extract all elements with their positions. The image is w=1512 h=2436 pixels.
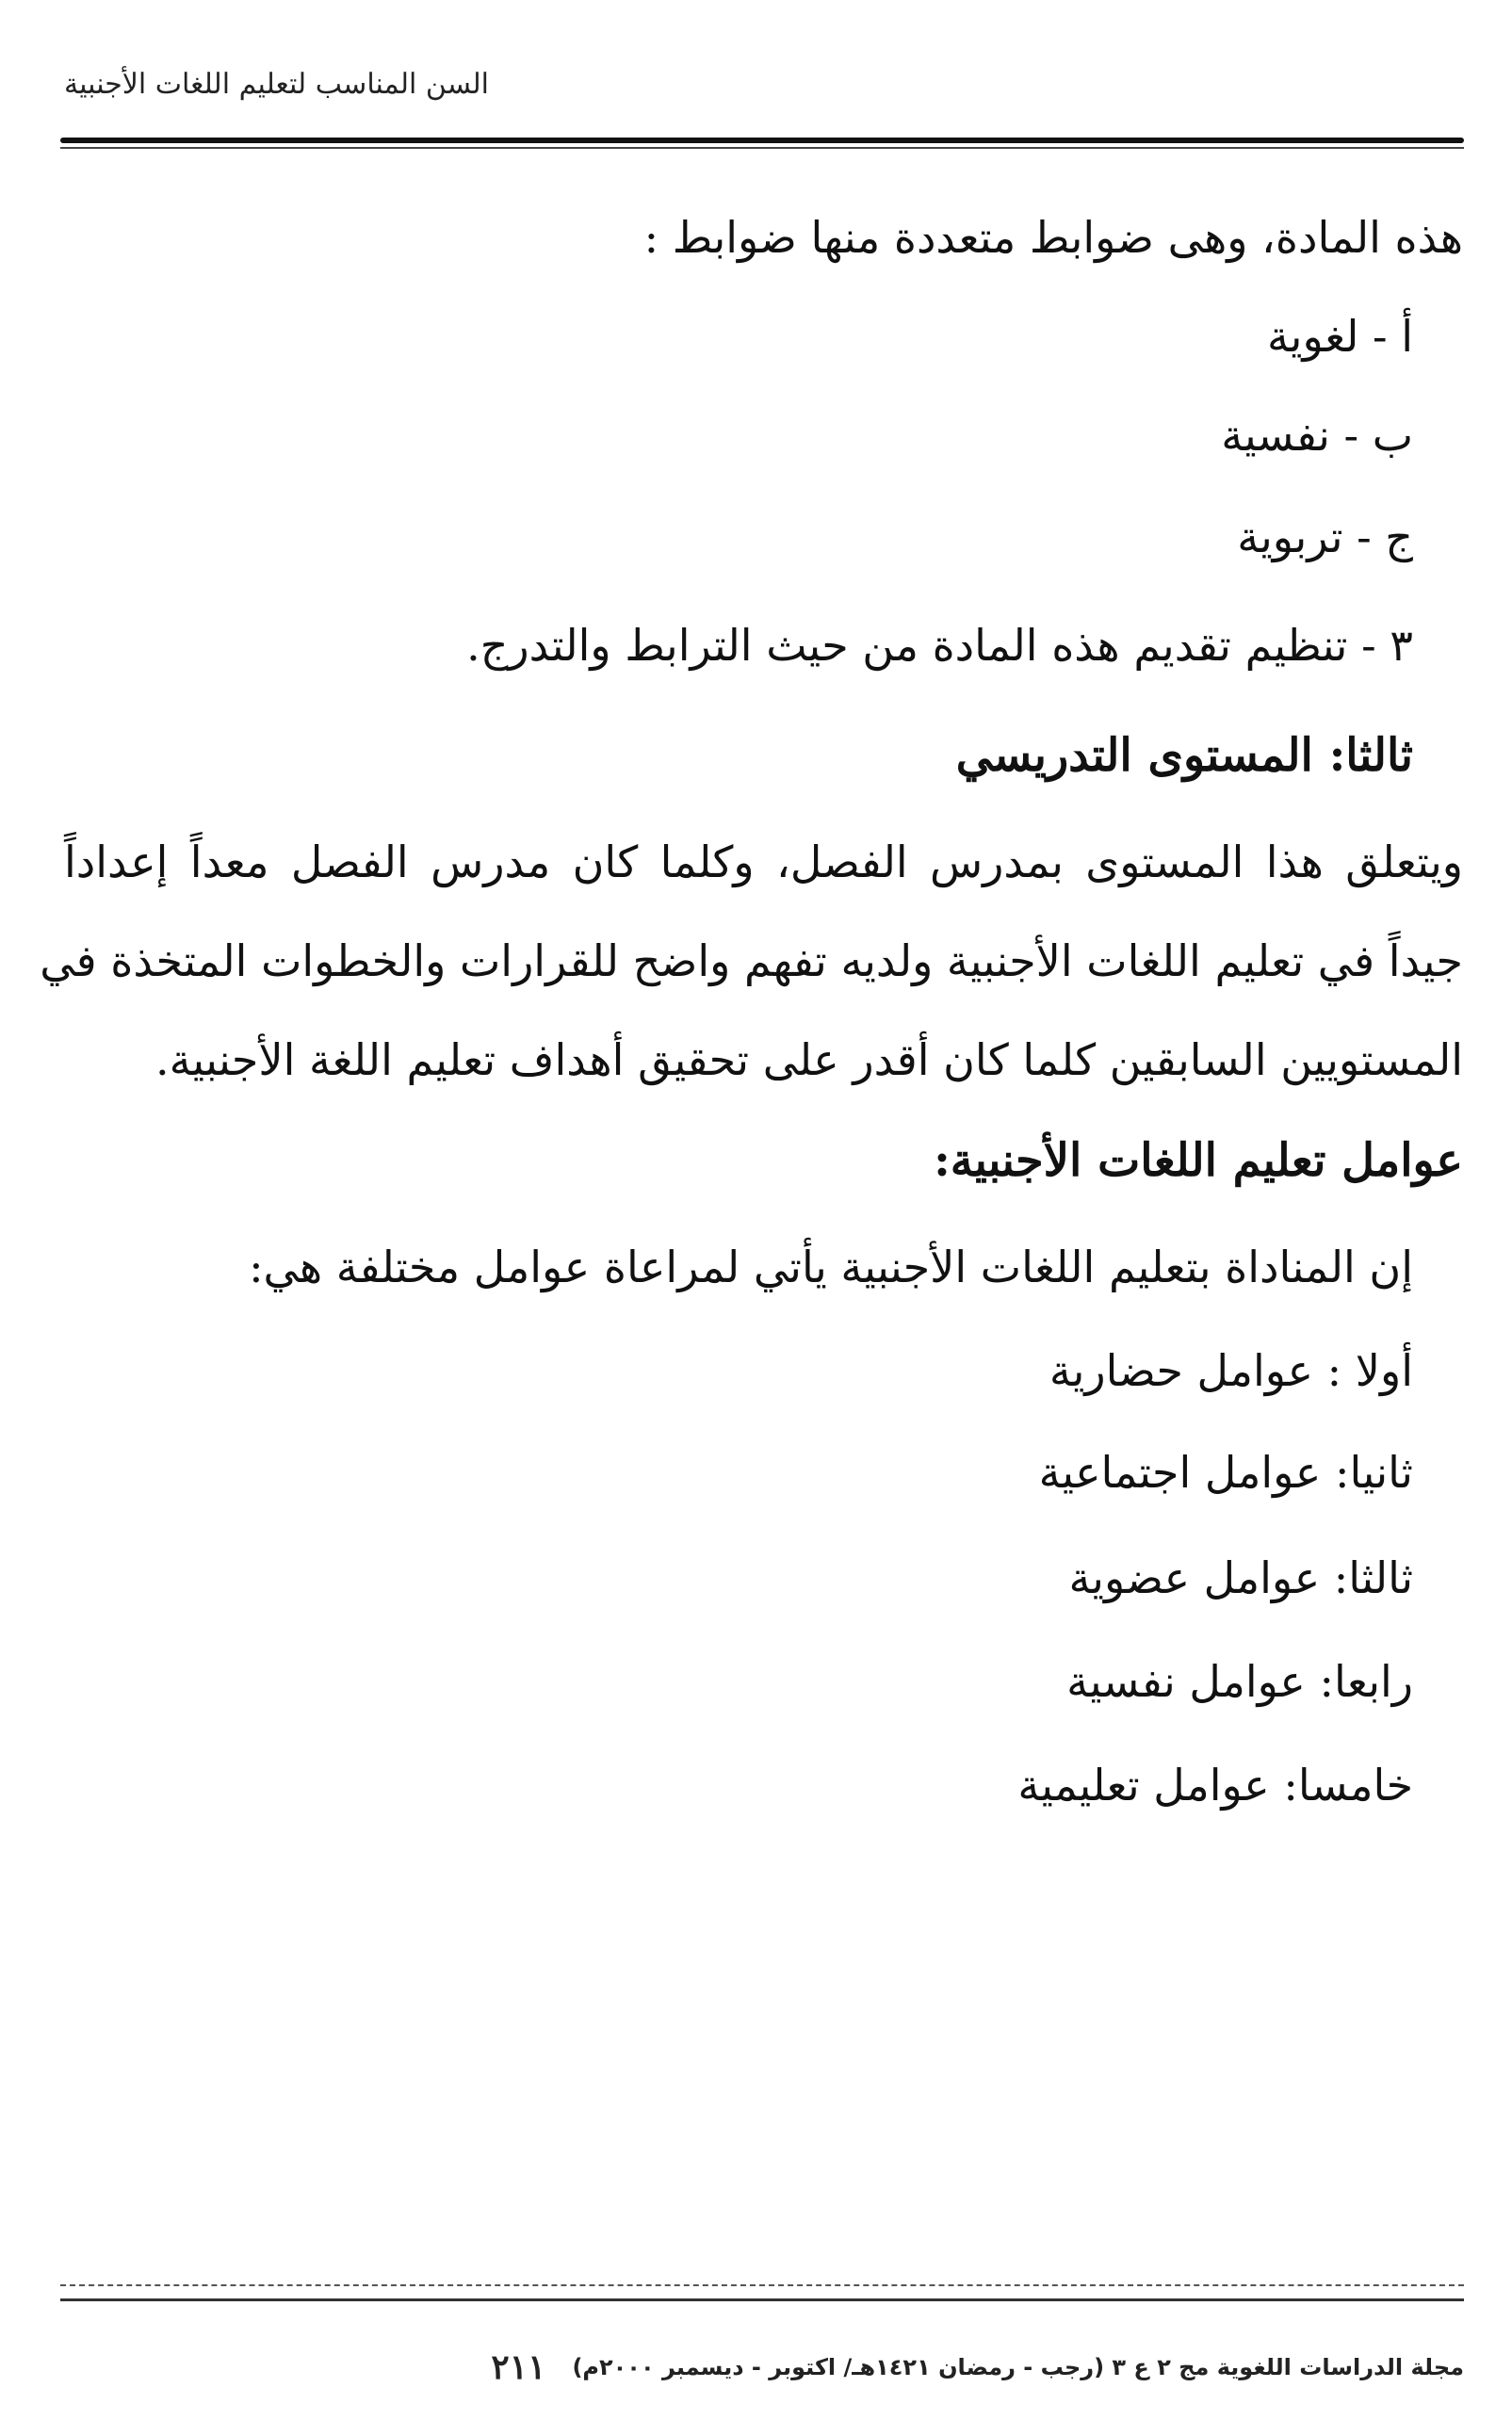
factor-item-3: ثالثا: عوامل عضوية (1068, 1552, 1413, 1603)
factors-intro: إن المناداة بتعليم اللغات الأجنبية يأتي لمراعاة عوامل مختلفة هي: (249, 1242, 1413, 1292)
list-item-3: ٣ - تنظيم تقديم هذه المادة من حيث الترابط والتدرج. (466, 620, 1413, 671)
journal-citation: مجلة الدراسات اللغوية مج ٢ ع ٣ (رجب - رمضان ١٤٢١هـ/ اكتوبر - ديسمبر ٢٠٠٠م) (572, 2354, 1464, 2380)
factor-item-4: رابعا: عوامل نفسية (1066, 1656, 1413, 1707)
footer-rule (60, 2298, 1464, 2301)
header-rule-thin (60, 147, 1464, 149)
header-rule (60, 138, 1464, 143)
paragraph-line-2: جيداً في تعليم اللغات الأجنبية ولديه تفهم واضح للقرارات والخطوات المتخذة في (40, 935, 1463, 986)
paragraph-line-1: ويتعلق هذا المستوى بمدرس الفصل، وكلما كان مدرس الفصل معداً إعداداً (64, 836, 1463, 887)
section-heading-factors: عوامل تعليم اللغات الأجنبية: (934, 1134, 1463, 1187)
factor-item-1: أولا : عوامل حضارية (1049, 1345, 1413, 1396)
list-item-a: أ - لغوية (1266, 311, 1413, 362)
page-footer (64, 2344, 1464, 2391)
list-item-b: ب - نفسية (1221, 410, 1413, 461)
list-item-c: ج - تربوية (1237, 512, 1413, 562)
footer-rule-dashed (60, 2284, 1464, 2288)
page-number: ٢١١ (491, 2347, 546, 2387)
factor-item-2: ثانيا: عوامل اجتماعية (1038, 1447, 1413, 1498)
body-line-intro: هذه المادة، وهى ضوابط متعددة منها ضوابط : (643, 212, 1463, 263)
paragraph-line-3: المستويين السابقين كلما كان أقدر على تحقيق أهداف تعليم اللغة الأجنبية. (154, 1034, 1463, 1085)
section-heading-third-level: ثالثا: المستوى التدريسي (955, 729, 1413, 782)
running-header-title: السن المناسب لتعليم اللغات الأجنبية (64, 68, 489, 101)
factor-item-5: خامسا: عوامل تعليمية (1017, 1760, 1413, 1811)
